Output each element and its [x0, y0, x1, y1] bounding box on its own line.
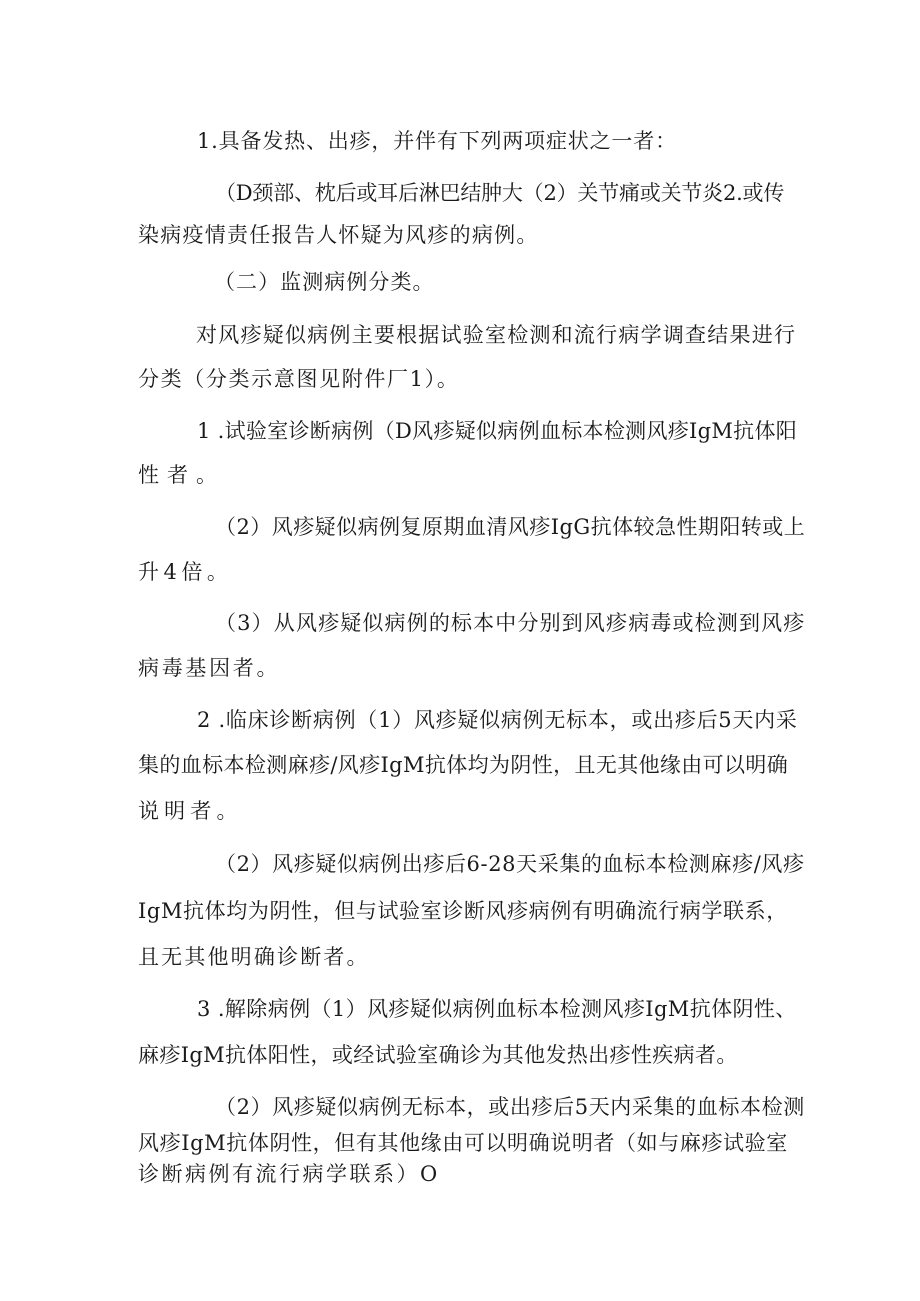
text-line: 对风疹疑似病例主要根据试验室检测和流行病学调查结果进行: [196, 323, 797, 347]
text-line: （二）监测病例分类。: [214, 270, 435, 294]
text-line: （3）从风疹疑似病例的标本中分别到风疹病毒或检测到风疹: [215, 611, 806, 635]
text-line: （2）风疹疑似病例无标本，或出疹后5天内采集的血标本检测: [215, 1095, 805, 1119]
text-line: 分类（分类示意图见附件厂1）。: [138, 367, 460, 391]
text-line: 1.具备发热、出疹，并伴有下列两项症状之一者：: [197, 129, 677, 153]
text-line: 风疹IgM抗体阴性，但有其他缘由可以明确说明者（如与麻疹试验室: [138, 1131, 788, 1155]
text-line: 麻疹IgM抗体阳性，或经试验室确诊为其他发热出疹性疾病者。: [138, 1043, 738, 1067]
text-line: 诊断病例有流行病学联系）O: [138, 1162, 440, 1186]
text-line: 病毒基因者。: [138, 656, 281, 680]
text-line: 染病疫情责任报告人怀疑为风疹的病例。: [138, 223, 539, 247]
text-line: 且无其他明确诊断者。: [138, 945, 370, 969]
text-line: 升4倍。: [138, 560, 233, 584]
text-line: 3 .解除病例（1）风疹疑似病例血标本检测风疹IgM抗体阴性、: [197, 997, 797, 1021]
text-line: 1 .试验室诊断病例（D风疹疑似病例血标本检测风疹IgM抗体阳: [197, 419, 798, 443]
text-line: （D颈部、枕后或耳后淋巴结肿大（2）关节痛或关节炎2.或传: [215, 181, 785, 205]
text-line: 性者。: [138, 463, 225, 487]
text-line: 集的血标本检测麻疹/风疹IgM抗体均为阴性，且无其他缘由可以明确: [138, 753, 789, 777]
text-line: （2）风疹疑似病例出疹后6-28天采集的血标本检测麻疹/风疹: [215, 852, 805, 876]
text-line: （2）风疹疑似病例复原期血清风疹IgG抗体较急性期阳转或上: [215, 515, 806, 539]
text-line: 说明者。: [138, 799, 243, 823]
text-line: IgM抗体均为阴性，但与试验室诊断风疹病例有明确流行病学联系，: [138, 899, 788, 923]
text-line: 2 .临床诊断病例（1）风疹疑似病例无标本，或出疹后5天内采: [197, 708, 798, 732]
